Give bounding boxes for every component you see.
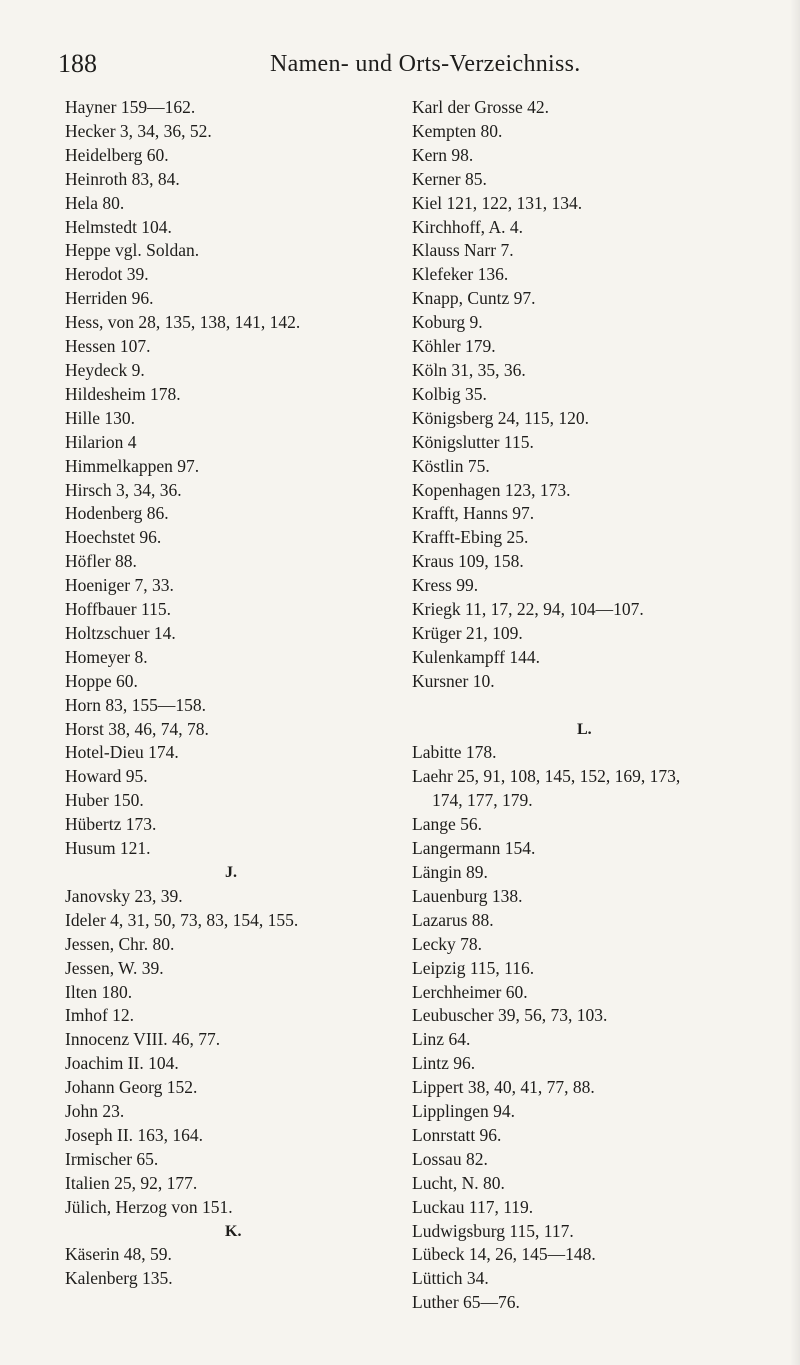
index-entry: Karl der Grosse 42. xyxy=(412,97,550,117)
index-entry: Köln 31, 35, 36. xyxy=(412,359,526,380)
index-entry: Hayner 159—162. xyxy=(65,97,196,117)
index-entry: Lecky 78. xyxy=(412,933,482,954)
page-edge-shade xyxy=(790,0,800,1365)
index-entry: Kiel 121, 122, 131, 134. xyxy=(412,192,583,213)
index-entry: Lazarus 88. xyxy=(412,909,494,930)
index-entry: Kraus 109, 158. xyxy=(412,551,524,572)
index-entry: Hirsch 3, 34, 36. xyxy=(65,479,182,500)
index-entry: Hess, von 28, 135, 138, 141, 142. xyxy=(65,312,301,333)
index-entry: Krafft, Hanns 97. xyxy=(412,503,535,524)
index-entry: Kalenberg 135. xyxy=(65,1268,173,1289)
index-entry: Leubuscher 39, 56, 73, 103. xyxy=(412,1005,608,1026)
index-entry: Lübeck 14, 26, 145—148. xyxy=(412,1244,596,1265)
index-entry: Krüger 21, 109. xyxy=(412,622,523,643)
index-entry: John 23. xyxy=(65,1101,125,1122)
index-entry: Lange 56. xyxy=(412,814,482,835)
index-entry: Himmelkappen 97. xyxy=(65,455,200,476)
index-entry: Lonrstatt 96. xyxy=(412,1124,502,1145)
index-entry: Herodot 39. xyxy=(65,264,149,285)
section-letter-heading: L. xyxy=(577,720,592,738)
index-entry: Irmischer 65. xyxy=(65,1148,159,1169)
index-entry: Ilten 180. xyxy=(65,981,133,1002)
index-entry: Horst 38, 46, 74, 78. xyxy=(65,718,209,739)
index-entry: Hela 80. xyxy=(65,192,125,213)
section-letter-heading: J. xyxy=(225,864,237,881)
index-entry: Lauenburg 138. xyxy=(412,885,523,906)
index-entry: Howard 95. xyxy=(65,766,148,787)
index-entry: Huber 150. xyxy=(65,790,144,811)
index-entry: Kursner 10. xyxy=(412,670,495,691)
index-entry: Kern 98. xyxy=(412,144,474,165)
index-entry: Hodenberg 86. xyxy=(65,503,169,524)
index-entry: Husum 121. xyxy=(65,838,151,859)
index-entry: Käserin 48, 59. xyxy=(65,1244,172,1265)
index-entry: Hecker 3, 34, 36, 52. xyxy=(65,120,212,141)
index-entry: Luther 65—76. xyxy=(412,1292,520,1313)
index-entry: Italien 25, 92, 177. xyxy=(65,1172,198,1193)
index-column-left xyxy=(65,96,395,1291)
index-entry: Köhler 179. xyxy=(412,336,496,357)
index-entry: Koburg 9. xyxy=(412,312,483,333)
index-entry-continuation: 174, 177, 179. xyxy=(432,790,533,811)
index-entry: Joachim II. 104. xyxy=(65,1053,179,1074)
index-entry: Königsberg 24, 115, 120. xyxy=(412,407,589,428)
index-entry: Homeyer 8. xyxy=(65,646,148,667)
index-entry: Hilarion 4 xyxy=(65,431,137,452)
index-entry: Klauss Narr 7. xyxy=(412,240,514,261)
index-entry: Hoffbauer 115. xyxy=(65,599,171,620)
index-entry: Längin 89. xyxy=(412,861,488,882)
index-entry: Heydeck 9. xyxy=(65,359,145,380)
index-entry: Horn 83, 155—158. xyxy=(65,694,206,715)
index-entry: Hildesheim 178. xyxy=(65,383,181,404)
blank-line xyxy=(412,694,797,718)
index-entry: Heinroth 83, 84. xyxy=(65,168,180,189)
index-entry: Herriden 96. xyxy=(65,288,154,309)
index-entry: Jülich, Herzog von 151. xyxy=(65,1196,233,1217)
index-entry: Johann Georg 152. xyxy=(65,1077,198,1098)
index-entry: Innocenz VIII. 46, 77. xyxy=(65,1029,221,1050)
index-entry: Imhof 12. xyxy=(65,1005,135,1026)
index-entry: Hübertz 173. xyxy=(65,814,157,835)
index-entry: Jessen, W. 39. xyxy=(65,957,164,978)
index-entry: Luckau 117, 119. xyxy=(412,1196,534,1217)
index-entry: Helmstedt 104. xyxy=(65,216,172,237)
index-entry: Heppe vgl. Soldan. xyxy=(65,240,200,261)
index-entry: Joseph II. 163, 164. xyxy=(65,1124,204,1145)
index-entry: Lippert 38, 40, 41, 77, 88. xyxy=(412,1077,595,1098)
index-entry: Hille 130. xyxy=(65,407,135,428)
index-entry: Kress 99. xyxy=(412,575,479,596)
index-entry: Laehr 25, 91, 108, 145, 152, 169, 173, xyxy=(412,766,681,787)
page-number: 188 xyxy=(58,49,97,78)
index-entry: Kolbig 35. xyxy=(412,383,487,404)
section-letter-heading: K. xyxy=(225,1222,242,1240)
index-entry: Heidelberg 60. xyxy=(65,144,169,165)
index-entry: Höfler 88. xyxy=(65,551,137,572)
index-entry: Kopenhagen 123, 173. xyxy=(412,479,571,500)
index-entry: Hotel-Dieu 174. xyxy=(65,742,179,763)
index-entry: Jessen, Chr. 80. xyxy=(65,933,175,954)
index-entry: Königslutter 115. xyxy=(412,431,534,452)
index-entry: Ideler 4, 31, 50, 73, 83, 154, 155. xyxy=(65,909,299,930)
index-entry: Janovsky 23, 39. xyxy=(65,885,183,906)
index-entry: Krafft-Ebing 25. xyxy=(412,527,529,548)
running-head: Namen- und Orts-Verzeichniss. xyxy=(270,51,581,77)
index-entry: Kriegk 11, 17, 22, 94, 104—107. xyxy=(412,599,644,620)
index-entry: Langermann 154. xyxy=(412,838,536,859)
index-entry: Kulenkampff 144. xyxy=(412,646,540,667)
index-entry: Lintz 96. xyxy=(412,1053,476,1074)
index-entry: Labitte 178. xyxy=(412,742,497,763)
index-entry: Knapp, Cuntz 97. xyxy=(412,288,536,309)
index-entry: Kirchhoff, A. 4. xyxy=(412,216,523,237)
index-entry: Lossau 82. xyxy=(412,1148,488,1169)
index-entry: Klefeker 136. xyxy=(412,264,509,285)
index-entry: Ludwigsburg 115, 117. xyxy=(412,1220,574,1241)
index-column-right xyxy=(412,96,797,1315)
index-entry: Kempten 80. xyxy=(412,120,503,141)
index-entry: Kerner 85. xyxy=(412,168,487,189)
index-entry: Köstlin 75. xyxy=(412,455,490,476)
index-entry: Lüttich 34. xyxy=(412,1268,489,1289)
index-entry: Hoppe 60. xyxy=(65,670,138,691)
index-entry: Leipzig 115, 116. xyxy=(412,957,535,978)
index-entry: Lipplingen 94. xyxy=(412,1101,516,1122)
index-entry: Hessen 107. xyxy=(65,336,151,357)
index-entry: Hoeniger 7, 33. xyxy=(65,575,174,596)
index-entry: Holtzschuer 14. xyxy=(65,622,176,643)
page-header xyxy=(0,44,800,84)
index-entry: Linz 64. xyxy=(412,1029,471,1050)
index-entry: Hoechstet 96. xyxy=(65,527,162,548)
index-entry: Lerchheimer 60. xyxy=(412,981,528,1002)
index-entry: Lucht, N. 80. xyxy=(412,1172,505,1193)
